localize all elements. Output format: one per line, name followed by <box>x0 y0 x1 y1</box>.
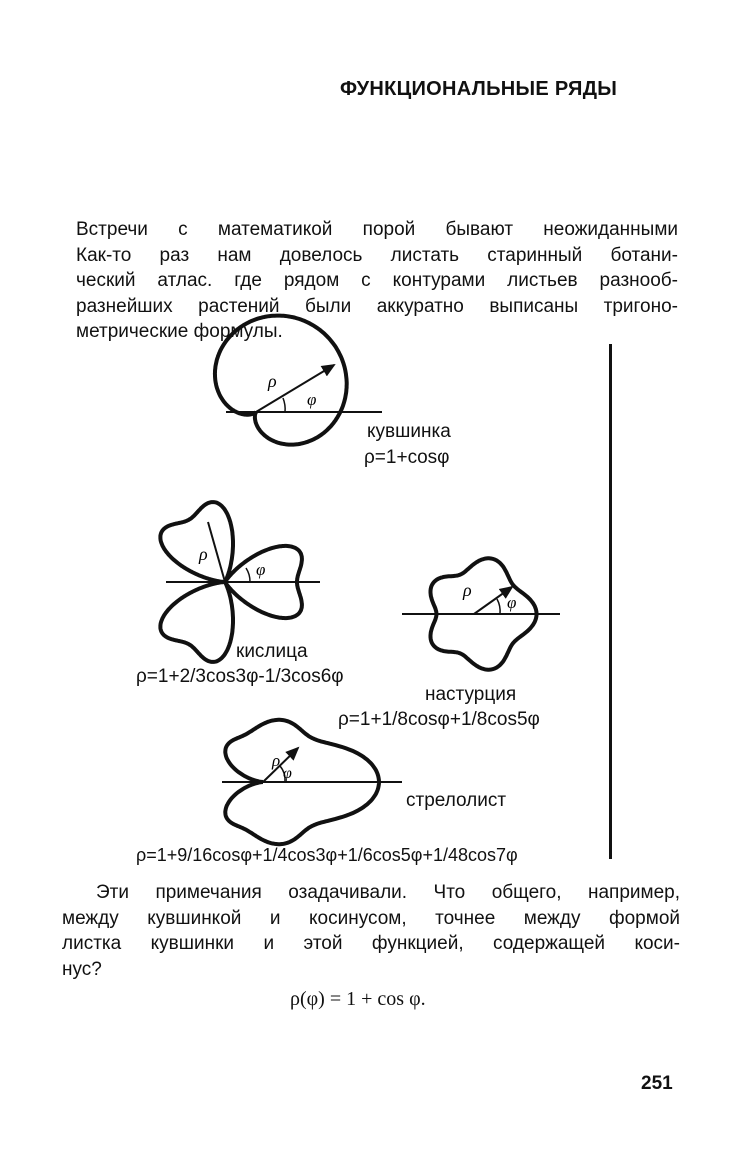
kislitsa-figure <box>160 502 320 662</box>
phi-symbol: φ <box>283 765 292 782</box>
intro-line: разнейших растений были аккуратно выписаны тригоно- <box>76 295 678 317</box>
intro-line: метрические формулы. <box>76 321 283 342</box>
strelolist-formula: ρ=1+9/16cosφ+1/4cos3φ+1/6cos5φ+1/48cos7φ <box>136 845 518 865</box>
kislitsa-name: кислица <box>236 641 308 662</box>
radius-arrow <box>263 748 298 782</box>
intro-line: ческий атлас. где рядом с контурами листьев разнооб- <box>76 270 678 291</box>
rho-symbol: ρ <box>199 544 208 564</box>
nasturtsiya-formula: ρ=1+1/8cosφ+1/8cos5φ <box>338 709 540 730</box>
page-header: ФУНКЦИОНАЛЬНЫЕ РЯДЫ <box>340 78 618 100</box>
rho-symbol: ρ <box>463 580 472 600</box>
kuvshinka-name: кувшинка <box>367 421 451 442</box>
body-line: нус? <box>62 958 102 980</box>
body-line: листка кувшинки и этой функцией, содержащей коси- <box>62 933 680 954</box>
intro-line: Встречи с математикой порой бывают неожиданными <box>76 219 678 240</box>
body-paragraph <box>62 880 680 982</box>
nasturtsiya-name: настурция <box>425 684 517 705</box>
strelolist-figure <box>222 720 402 844</box>
kislitsa-formula: ρ=1+2/3cos3φ-1/3cos6φ <box>136 666 344 687</box>
page-number: 251 <box>641 1073 673 1094</box>
phi-symbol: φ <box>307 390 317 409</box>
cardioid-formula: ρ(φ) = 1 + cos φ. <box>290 988 426 1010</box>
rho-symbol: ρ <box>272 751 281 770</box>
radius-line <box>208 522 225 582</box>
kuvshinka-outline <box>215 316 347 445</box>
angle-arc <box>497 599 500 614</box>
strelolist-name: стрелолист <box>406 790 507 811</box>
phi-symbol: φ <box>256 560 266 579</box>
margin-rule <box>609 344 612 859</box>
kuvshinka-figure <box>215 316 382 445</box>
body-line: Эти примечания озадачивали. Что общего, например, <box>96 882 680 903</box>
angle-arc <box>246 568 250 582</box>
intro-line: Как-то раз нам довелось листать старинный ботани- <box>76 244 678 266</box>
rho-symbol: ρ <box>268 371 277 391</box>
nasturtsiya-figure <box>402 558 560 669</box>
phi-symbol: φ <box>507 593 517 612</box>
angle-arc <box>283 398 285 412</box>
kuvshinka-formula: ρ=1+cosφ <box>364 447 450 468</box>
body-line: между кувшинкой и косинусом, точнее между формой <box>62 907 680 929</box>
